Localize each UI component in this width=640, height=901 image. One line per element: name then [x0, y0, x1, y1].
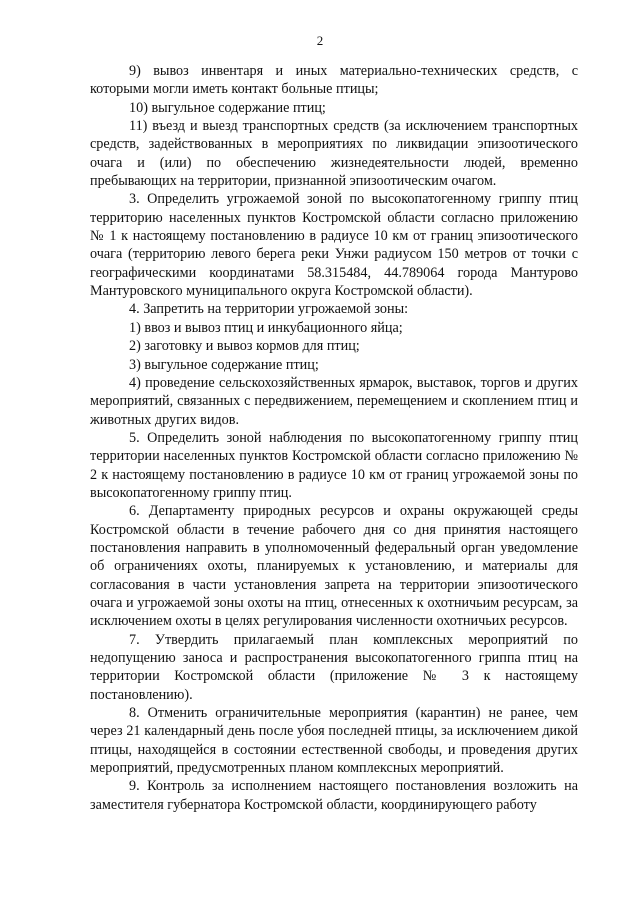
paragraph-subitem-1: 1) ввоз и вывоз птиц и инкубационного яйца; — [129, 319, 403, 336]
paragraph-item-10: 10) выгульное содержание птиц; — [129, 99, 326, 116]
paragraph-clause-4: 4. Запретить на территории угрожаемой зоны: — [129, 301, 409, 318]
paragraph-clause-9: 9. Контроль за исполнением настоящего постановления возложить на заместителя губернатора Костромской области, координирующего работу — [90, 778, 578, 813]
paragraph-clause-3: 3. Определить угрожаемой зоной по высокопатогенному гриппу птиц территорию населенных пунктов Костромской области согласно приложению № 1 к настоящему постановлению в радиусе 10 км от границ эпизоотического очага (территорию левого берега реки Унжи радиусом 150 метров от точки с географическими координатами 58.315484, 44.789064 города Мантурово Мантуровского муниципального округа Костромской области). — [90, 191, 578, 300]
paragraph-clause-7: 7. Утвердить прилагаемый план комплексных мероприятий по недопущению заноса и распространения высокопатогенного гриппа птиц на территории Костромской области (приложение № 3 к настоящему постановлению). — [90, 631, 578, 703]
paragraph-item-11: 11) въезд и выезд транспортных средств (за исключением транспортных средств, задействованных в мероприятиях по ликвидации эпизоотического очага и (или) по обеспечению жизнедеятельности людей, временно пребывающих на территории, признанной эпизоотическим очагом. — [90, 118, 578, 190]
paragraph-subitem-4: 4) проведение сельскохозяйственных ярмарок, выставок, торгов и других мероприятий, связанных с передвижением, перемещением и скоплением птиц и животных других видов. — [90, 374, 578, 428]
paragraph-item-9: 9) вывоз инвентаря и иных материально-технических средств, с которыми могли иметь контакт больные птицы; — [90, 63, 578, 98]
paragraph-subitem-2: 2) заготовку и вывоз кормов для птиц; — [129, 338, 360, 355]
page-number: 2 — [316, 33, 324, 48]
paragraph-clause-6: 6. Департаменту природных ресурсов и охраны окружающей среды Костромской области в течение рабочего дня со дня принятия настоящего постановления направить в уполномоченный федеральный орган уведомление об ограничениях охоты, планируемых к установлению, и материалы для согласования в части установления запрета на территории эпизоотического очага и угрожаемой зоны охоты на птиц, отнесенных к охотничьим ресурсам, за исключением охоты в целях регулирования численности охотничьих ресурсов. — [90, 503, 578, 630]
document-body — [90, 62, 578, 814]
paragraph-subitem-3: 3) выгульное содержание птиц; — [129, 356, 319, 373]
paragraph-clause-8: 8. Отменить ограничительные мероприятия (карантин) не ранее, чем через 21 календарный день после убоя последней птицы, за исключением дикой птицы, находящейся в состоянии естественной свободы, и проведения других мероприятий, предусмотренных планом комплексных мероприятий. — [90, 705, 578, 777]
paragraph-clause-5: 5. Определить зоной наблюдения по высокопатогенному гриппу птиц территории населенных пунктов Костромской области согласно приложению № 2 к настоящему постановлению в радиусе 10 км от границ угрожаемой зоны по высокопатогенному гриппу птиц. — [90, 429, 578, 501]
